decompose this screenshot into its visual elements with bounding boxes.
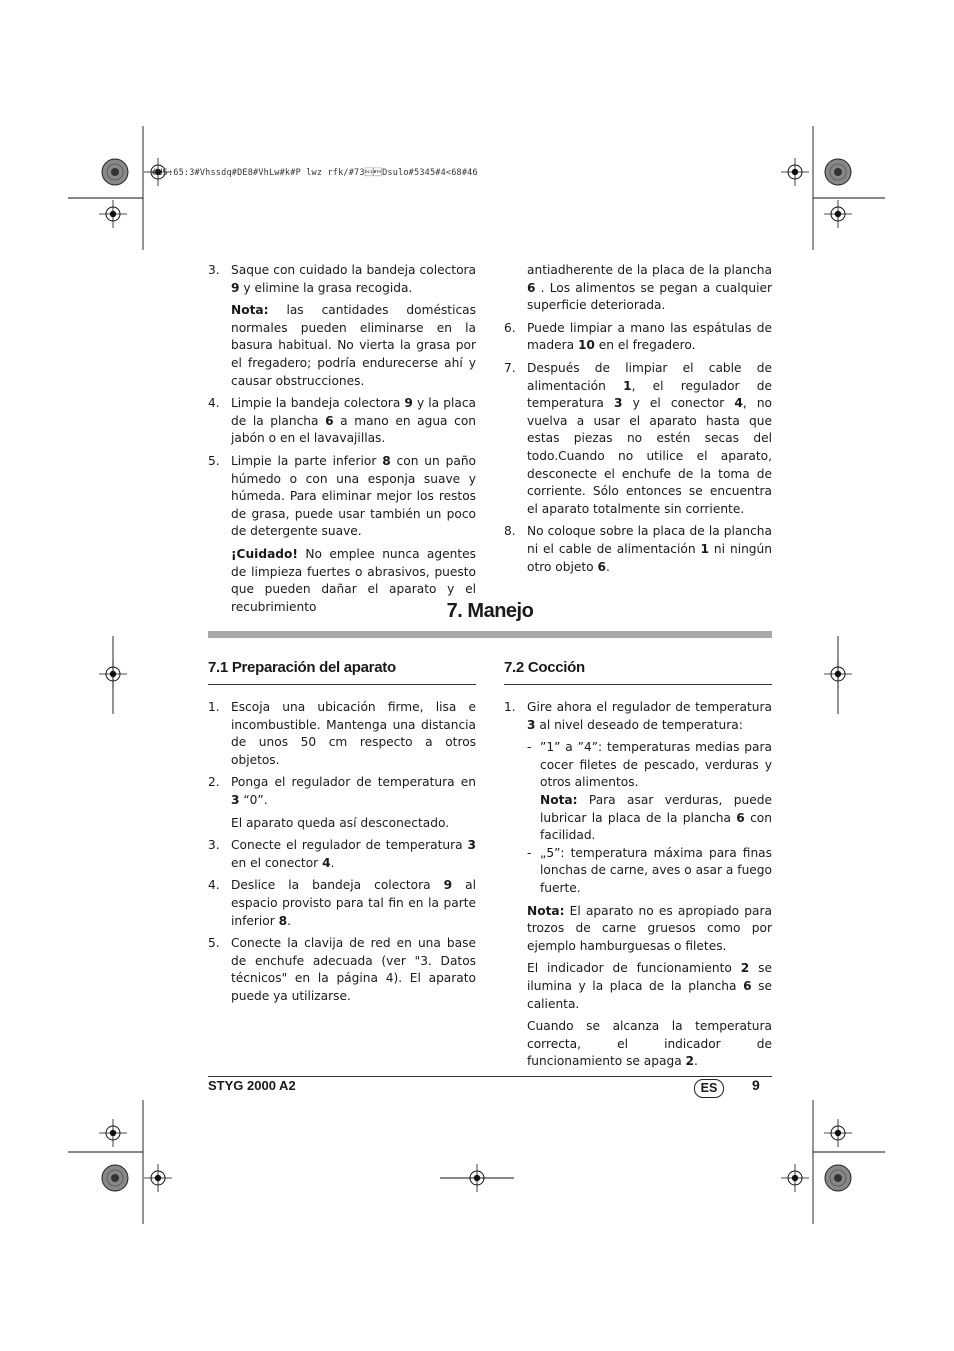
- item-number: 6.: [504, 320, 516, 335]
- subsection-title-7-1: 7.1 Preparación del aparato: [208, 659, 396, 676]
- item-number: 3.: [208, 263, 220, 277]
- part-number: 9: [231, 280, 240, 295]
- info-paragraph: El indicador de funcionamiento 2 se ilumina y la placa de la plancha 6 se calienta.: [527, 961, 772, 1011]
- list-item: 2. Ponga el regulador de temperatura en 3 “0”.: [208, 775, 476, 807]
- printer-slug-line: #US:65:3#Vhssdq#DE8#VhLw#k#P lwz rfk/#73Dsulo#5345#4<68#46: [152, 168, 478, 178]
- subsection-title-7-2: 7.2 Cocción: [504, 659, 585, 676]
- column-top-left: [208, 262, 476, 621]
- continued-paragraph: antiadherente de la placa de la plancha 6 . Los alimentos se pegan a cualquier superficie deteriorada.: [527, 263, 772, 313]
- item-number: 5.: [208, 453, 220, 468]
- info-paragraph: Cuando se alcanza la temperatura correcta, el indicador de funcionamiento se apaga 2.: [527, 1019, 772, 1069]
- list-item: 6. Puede limpiar a mano las espátulas de madera 10 en el fregadero.: [504, 320, 772, 353]
- item-number: 7.: [504, 360, 516, 375]
- dash-item: - „5”: temperatura máxima para finas lonchas de carne, aves o asar a fuego fuerte.: [527, 845, 772, 895]
- item-number: 4.: [208, 396, 220, 411]
- list-item: 4. Limpie la bandeja colectora 9 y la placa de la plancha 6 a mano en agua con jabón o en el lavavajillas.: [208, 396, 476, 446]
- list-item: 3. Conecte el regulador de temperatura 3 en el conector 4.: [208, 838, 476, 870]
- list-item: 1. Escoja una ubicación firme, lisa e incombustible. Mantenga una distancia de unos 50 cm respecto a otros objetos.: [208, 700, 476, 767]
- section-divider-bar: [208, 631, 772, 638]
- subsection-rule: [208, 684, 476, 685]
- list-item: 5. Conecte la clavija de red en una base de enchufe adecuada (ver "3. Datos técnicos" en la página 4). El aparato puede ya utilizarse.: [208, 936, 476, 1003]
- column-section-7-2: [504, 699, 772, 1076]
- subsection-rule: [504, 684, 772, 685]
- note-paragraph: Nota: las cantidades domésticas normales pueden eliminarse en la basura habitual. No vierta la grasa por el fregadero; podría endurecerse ahí y causar obstrucciones.: [231, 303, 476, 388]
- footer-model: STYG 2000 A2: [208, 1078, 296, 1093]
- page-number: 9: [752, 1077, 760, 1093]
- dash-item: - ”1” a ”4”: temperaturas medias para cocer filetes de pescado, verduras y otros alimentos.: [527, 740, 772, 790]
- dash-note: Nota: Para asar verduras, puede lubricar la placa de la plancha 6 con facilidad.: [540, 792, 772, 843]
- list-item: 7. Después de limpiar el cable de alimentación 1, el regulador de temperatura 3 y el conector 4, no vuelva a usar el aparato hasta que estas piezas no estén secas del todo.Cuando no utilice el aparato, desconecte el enchufe de la toma de corriente. Sólo entonces se encuentra el aparato totalmente sin corriente.: [504, 360, 772, 516]
- list-item: 5. Limpie la parte inferior 8 con un paño húmedo o con una esponja suave y húmeda. Para eliminar mejor los restos de grasa, puede usar también un poco de detergente suave.: [208, 453, 476, 539]
- list-item: 3. Saque con cuidado la bandeja colectora 9 y elimine la grasa recogida.: [208, 263, 476, 295]
- note-label: Nota:: [231, 303, 269, 318]
- column-section-7-1: [208, 699, 476, 1011]
- item-number: 8.: [504, 524, 516, 539]
- list-item: 1. Gire ahora el regulador de temperatura 3 al nivel deseado de temperatura:: [504, 700, 772, 732]
- list-item: 4. Deslice la bandeja colectora 9 al espacio provisto para tal fin en la parte inferior 8.: [208, 878, 477, 928]
- section-title: 7. Manejo: [446, 600, 534, 622]
- caution-label: ¡Cuidado!: [231, 546, 298, 561]
- caution-paragraph: ¡Cuidado! No emplee nunca agentes de limpieza fuertes o abrasivos, puesto que pueden dañar el aparato y el recubrimiento: [231, 546, 476, 614]
- note-paragraph: Nota: El aparato no es apropiado para trozos de carne gruesos como por ejemplo hamburguesas o filetes.: [527, 903, 772, 953]
- info-paragraph: El aparato queda así desconectado.: [231, 815, 450, 830]
- language-badge: ES: [694, 1079, 724, 1098]
- column-top-right: [504, 262, 772, 581]
- footer-rule: [208, 1076, 772, 1077]
- list-item: 8. No coloque sobre la placa de la plancha ni el cable de alimentación 1 ni ningún otro objeto 6.: [504, 524, 772, 574]
